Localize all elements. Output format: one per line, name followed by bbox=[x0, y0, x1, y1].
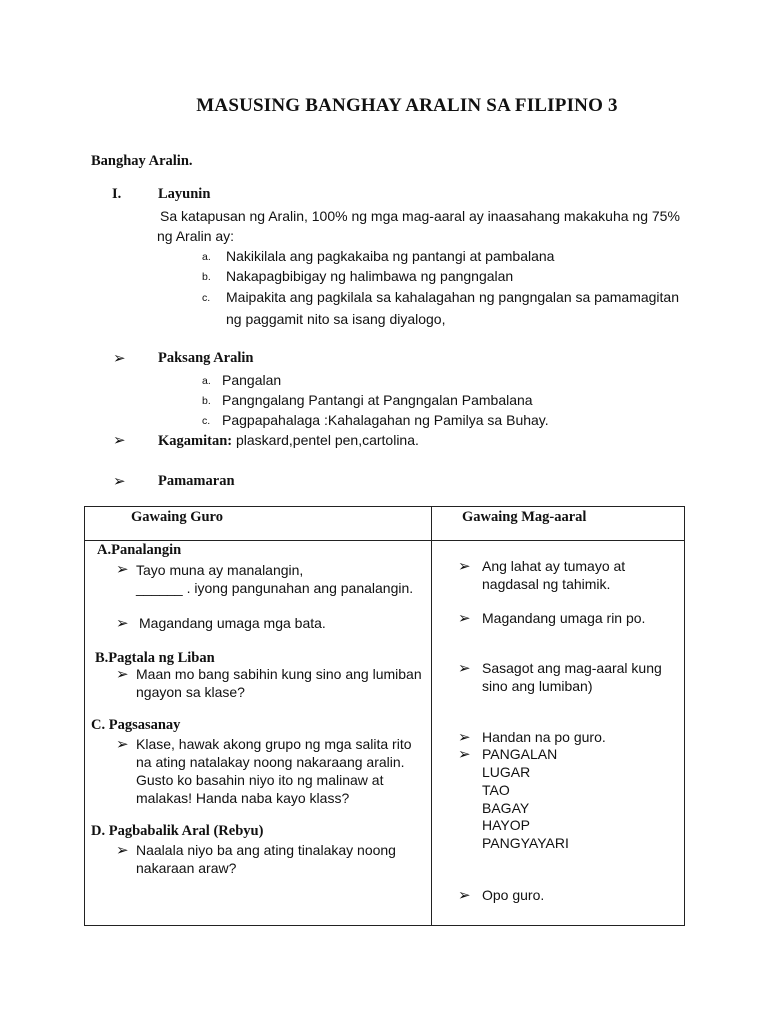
magaaral-text: Ang lahat ay tumayo at bbox=[482, 558, 626, 574]
table-divider-horizontal bbox=[85, 540, 684, 541]
list-item: Maipakita ang pagkilala sa kahalagahan ng pangngalan sa pamamagitan bbox=[226, 289, 679, 305]
list-item: Pangngalang Pantangi at Pangngalan Pambalana bbox=[222, 392, 533, 408]
kagamitan-line bbox=[158, 432, 419, 450]
word-item: HAYOP bbox=[482, 817, 530, 833]
guro-text: Naalala niyo ba ang ating tinalakay noong bbox=[136, 842, 396, 858]
kagamitan-value: plaskard,pentel pen,cartolina. bbox=[232, 432, 419, 448]
arrow-bullet-icon: ➢ bbox=[116, 562, 129, 578]
guro-section-b: B.Pagtala ng Liban bbox=[95, 650, 215, 666]
magaaral-text: Handan na po guro. bbox=[482, 729, 606, 745]
kagamitan-label: Kagamitan: bbox=[158, 433, 233, 449]
list-item: Pangalan bbox=[222, 372, 282, 388]
paksa-heading: Paksang Aralin bbox=[158, 350, 254, 366]
word-item: BAGAY bbox=[482, 800, 530, 816]
list-item: Pagpapahalaga :Kahalagahan ng Pamilya sa Buhay. bbox=[222, 412, 549, 428]
arrow-bullet-icon: ➢ bbox=[458, 661, 471, 677]
layunin-intro-line1: Sa katapusan ng Aralin, 100% ng mga mag-aaral ay inaasahang makakuha ng 75% bbox=[160, 208, 680, 224]
arrow-bullet-icon: ➢ bbox=[116, 616, 129, 632]
list-item-continuation: ng paggamit nito sa isang diyalogo, bbox=[226, 311, 446, 327]
guro-section-a: A.Panalangin bbox=[97, 542, 182, 558]
guro-section-c: C. Pagsasanay bbox=[91, 717, 181, 733]
list-item: Nakapagbibigay ng halimbawa ng pangngalan bbox=[226, 268, 514, 284]
magaaral-text: Opo guro. bbox=[482, 887, 545, 903]
section-numeral: I. bbox=[112, 186, 122, 202]
guro-text: malakas! Handa naba kayo klass? bbox=[136, 790, 350, 806]
document-title: MASUSING BANGHAY ARALIN SA FILIPINO 3 bbox=[196, 95, 618, 116]
magaaral-text: sino ang lumiban) bbox=[482, 678, 593, 694]
subtitle: Banghay Aralin. bbox=[91, 153, 193, 169]
list-letter: a. bbox=[202, 375, 211, 387]
arrow-bullet-icon: ➢ bbox=[116, 843, 129, 859]
magaaral-text: Sasagot ang mag-aaral kung bbox=[482, 660, 662, 676]
layunin-intro-line2: ng Aralin ay: bbox=[157, 228, 235, 244]
word-item: LUGAR bbox=[482, 764, 531, 780]
guro-text: Magandang umaga mga bata. bbox=[139, 615, 326, 631]
magaaral-text: PANGALAN bbox=[482, 746, 558, 762]
magaaral-text: Magandang umaga rin po. bbox=[482, 610, 646, 626]
magaaral-text: nagdasal ng tahimik. bbox=[482, 576, 611, 592]
arrow-bullet-icon: ➢ bbox=[458, 888, 471, 904]
arrow-bullet-icon: ➢ bbox=[458, 747, 471, 763]
guro-section-d: D. Pagbabalik Aral (Rebyu) bbox=[91, 823, 264, 839]
list-letter: c. bbox=[202, 415, 211, 427]
arrow-bullet-icon: ➢ bbox=[458, 730, 471, 746]
arrow-bullet-icon: ➢ bbox=[458, 611, 471, 627]
arrow-bullet-icon: ➢ bbox=[458, 559, 471, 575]
list-item: Nakikilala ang pagkakaiba ng pantangi at pambalana bbox=[226, 248, 555, 264]
guro-text: Gusto ko basahin niyo ito ng malinaw at bbox=[136, 772, 384, 788]
arrow-bullet-icon: ➢ bbox=[116, 667, 129, 683]
guro-text: Maan mo bang sabihin kung sino ang lumiban bbox=[136, 666, 422, 682]
arrow-bullet-icon: ➢ bbox=[116, 737, 129, 753]
arrow-bullet-icon: ➢ bbox=[113, 351, 126, 367]
guro-text: na ating natalakay noong nakaraang aralin. bbox=[136, 754, 405, 770]
layunin-heading: Layunin bbox=[158, 186, 211, 202]
word-item: TAO bbox=[482, 782, 510, 798]
pamamaran-heading: Pamamaran bbox=[158, 473, 235, 489]
guro-text: ______ . iyong pangunahan ang panalangin. bbox=[136, 580, 414, 596]
list-letter: b. bbox=[202, 271, 211, 283]
list-letter: a. bbox=[202, 251, 211, 263]
guro-text: Tayo muna ay manalangin, bbox=[136, 562, 304, 578]
list-letter: b. bbox=[202, 395, 211, 407]
guro-text: Klase, hawak akong grupo ng mga salita rito bbox=[136, 736, 412, 752]
list-letter: c. bbox=[202, 292, 211, 304]
col-header-guro: Gawaing Guro bbox=[131, 509, 223, 525]
word-item: PANGYAYARI bbox=[482, 835, 569, 851]
table-divider-vertical bbox=[431, 507, 432, 925]
arrow-bullet-icon: ➢ bbox=[113, 433, 126, 449]
guro-text: nakaraan araw? bbox=[136, 860, 237, 876]
col-header-magaaral: Gawaing Mag-aaral bbox=[462, 509, 587, 525]
arrow-bullet-icon: ➢ bbox=[113, 474, 126, 490]
guro-text: ngayon sa klase? bbox=[136, 684, 245, 700]
